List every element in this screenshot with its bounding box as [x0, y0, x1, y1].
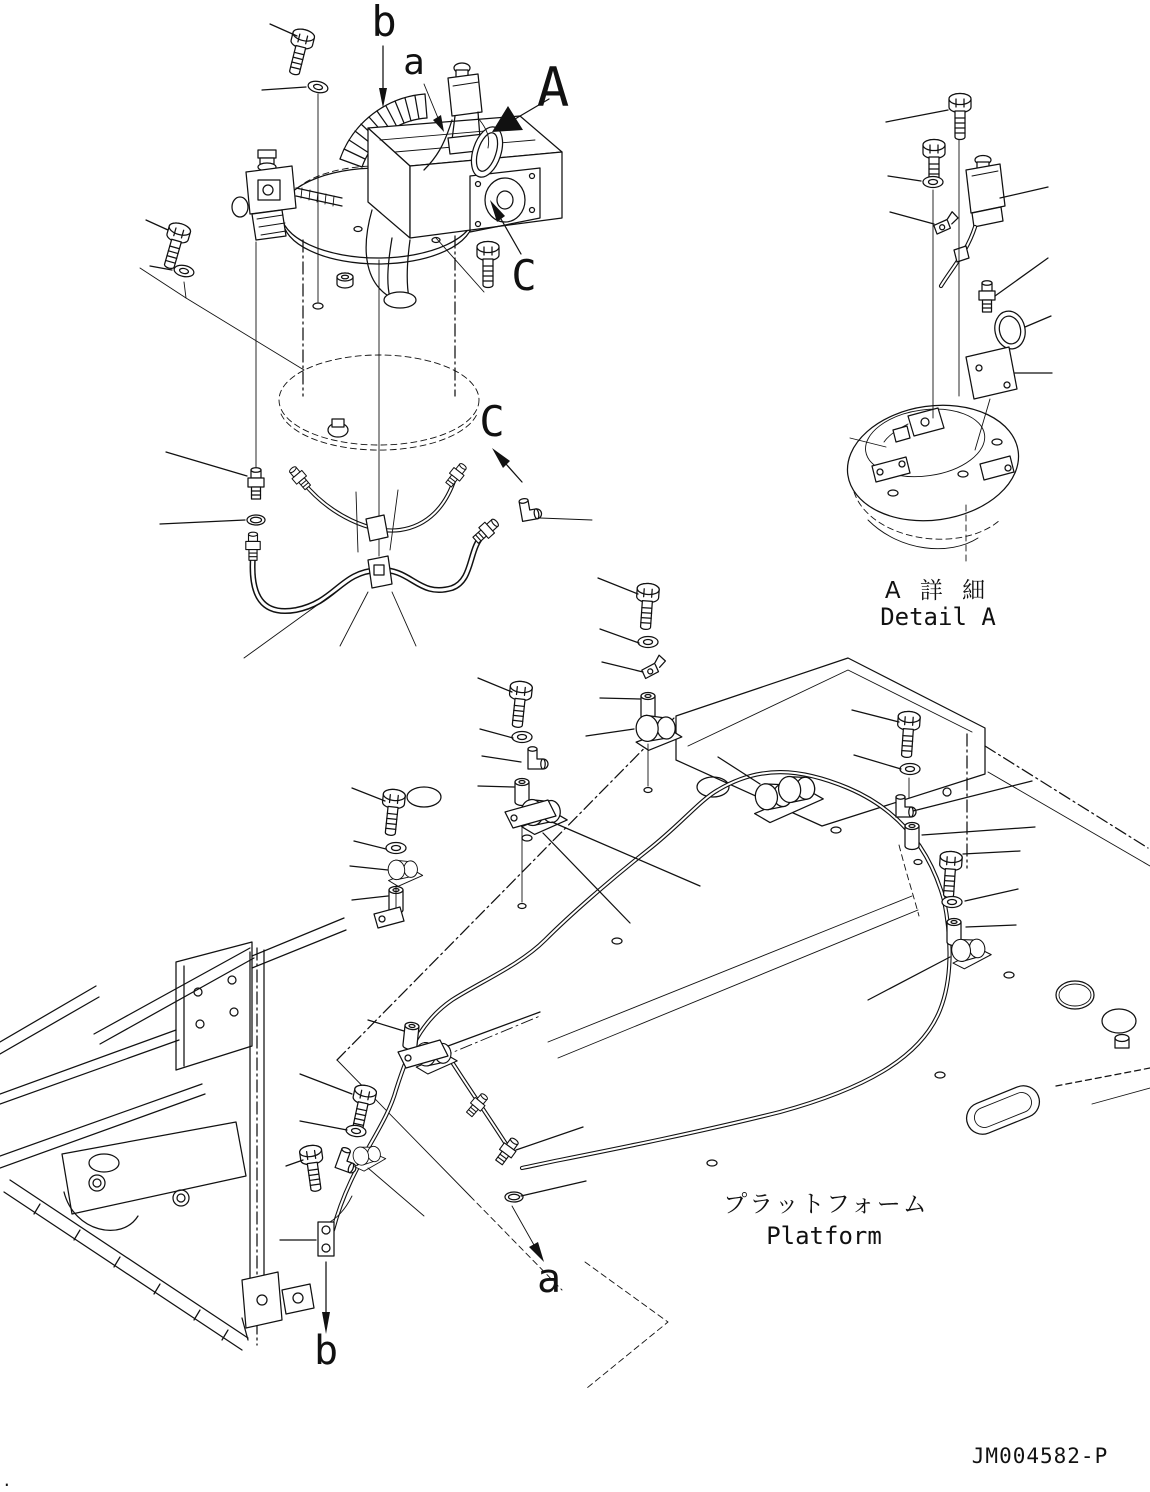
bolt-icon	[299, 1144, 327, 1193]
platform-outline	[337, 658, 1150, 1388]
grease-hose-route	[330, 772, 950, 1230]
main-view	[140, 0, 592, 658]
washer-icon	[942, 897, 962, 908]
main-callouts	[371, 0, 569, 482]
callout-letter-c-upper: C	[511, 251, 537, 300]
washer-icon	[638, 637, 658, 648]
fastener-column	[350, 788, 424, 928]
o-ring-icon	[505, 1192, 523, 1202]
clip-bracket-icon	[640, 654, 669, 679]
bolt-icon	[895, 711, 920, 758]
bolt-icon	[379, 788, 406, 836]
washer-icon	[923, 177, 943, 188]
bolt-icon	[949, 94, 971, 140]
fastener-column	[368, 1012, 586, 1202]
bolt-icon	[477, 242, 499, 288]
detail-a-title-jp: A 詳 細	[884, 578, 992, 604]
hose-clamp-icon	[366, 515, 388, 541]
fastener-column	[868, 851, 1020, 1000]
fastener-column	[478, 678, 700, 923]
elbow-fitting-icon	[519, 496, 543, 521]
straight-fitting-icon	[248, 468, 264, 499]
straight-fitting-icon	[979, 281, 995, 312]
drawing-number: JM004582-P	[971, 1444, 1109, 1468]
hose-clamp-icon	[368, 556, 392, 588]
clip-bracket-icon	[318, 1222, 334, 1256]
clip-bracket-icon	[932, 211, 960, 234]
bolt-icon	[506, 680, 533, 728]
detail-a-title-en: Detail A	[880, 603, 996, 631]
platform-callouts	[314, 1206, 561, 1374]
hose-clamp-icon	[954, 246, 969, 262]
washer-icon	[386, 843, 406, 854]
pressure-gauge-icon	[991, 308, 1028, 351]
washer-icon	[512, 732, 532, 743]
deck-plug	[1115, 1035, 1129, 1049]
leader-lines	[140, 24, 306, 524]
bolt-icon	[283, 27, 315, 77]
hose-assembly	[244, 461, 592, 658]
gauge-bracket	[966, 347, 1017, 399]
corner-mark: .	[2, 1471, 12, 1490]
detail-leaders	[850, 110, 1052, 447]
deck-slot	[962, 1081, 1044, 1139]
vent-valve-detail	[966, 156, 1005, 228]
fastener-column	[280, 1074, 424, 1256]
spacer-icon	[403, 1022, 420, 1050]
platform-label-jp: プラットフォーム	[723, 1190, 929, 1218]
o-ring-icon	[247, 515, 265, 525]
hose-end-fitting-icon	[246, 532, 260, 560]
callout-letter-b-top: b	[371, 0, 397, 46]
hose-end-fitting-icon	[444, 461, 470, 489]
platform-label-en: Platform	[766, 1222, 882, 1250]
callout-letter-c-lower: C	[479, 397, 505, 446]
double-hose-clamp-icon	[750, 772, 825, 824]
pump-dome	[840, 395, 1026, 562]
nut-icon	[337, 273, 353, 288]
platform-view	[280, 578, 1150, 1388]
washer-icon	[900, 764, 920, 775]
fill-valve-block	[232, 150, 342, 240]
detail-a-view	[840, 94, 1052, 632]
frame-structure	[0, 918, 346, 1350]
washer-icon	[173, 264, 195, 279]
fastener-column	[586, 578, 825, 824]
washer-icon	[307, 80, 329, 95]
hose-clamp-icon	[634, 713, 682, 751]
spacer-icon	[905, 823, 919, 850]
callout-letter-a-top: a	[403, 42, 425, 83]
elbow-fitting-icon	[528, 747, 548, 769]
callout-letter-b-bottom: b	[313, 1328, 339, 1374]
callout-letter-a-bottom: a	[536, 1256, 562, 1302]
grease-fitting-icon	[493, 1135, 521, 1166]
view-letter-A: A	[536, 56, 570, 119]
elbow-fitting-icon	[896, 795, 916, 817]
hose-clamp-icon	[386, 858, 423, 888]
bolt-icon	[634, 583, 659, 630]
